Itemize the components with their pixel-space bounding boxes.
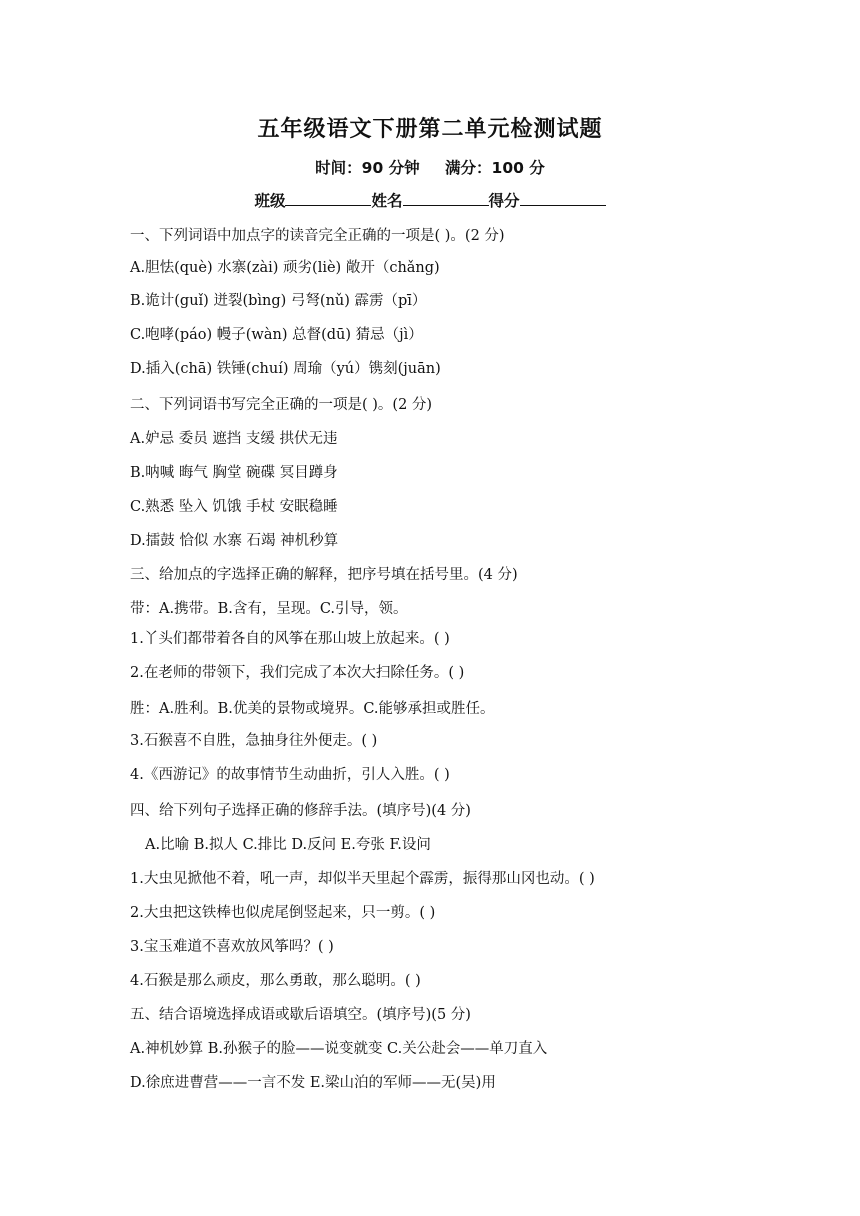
q3-item-1: 1.丫头们都带着各自的风筝在那山坡上放起来。( ) <box>130 631 450 647</box>
name-blank[interactable] <box>403 191 489 206</box>
q5-options-row-2: D.徐庶进曹营——一言不发 E.梁山泊的军师——无(吴)用 <box>130 1075 496 1091</box>
q1-option-c: C.咆哮(páo) 幔子(wàn) 总督(dū) 猜忌（jì） <box>130 327 423 343</box>
q4-heading: 四、给下列句子选择正确的修辞手法。(填序号)(4 分) <box>130 803 471 819</box>
page-title: 五年级语文下册第二单元检测试题 <box>257 117 603 142</box>
q3-heading: 三、给加点的字选择正确的解释，把序号填在括号里。(4 分) <box>130 567 518 583</box>
q4-item-3: 3.宝玉难道不喜欢放风筝吗？( ) <box>130 939 334 955</box>
q1-option-b: B.诡计(guǐ) 迸裂(bìng) 弓弩(nǔ) 霹雳（pī） <box>130 293 427 309</box>
class-blank[interactable] <box>285 191 371 206</box>
q5-heading: 五、结合语境选择成语或歇后语填空。(填序号)(5 分) <box>130 1007 471 1023</box>
q3-definition-sheng: 胜：A.胜利。B.优美的景物或境界。C.能够承担或胜任。 <box>130 701 495 717</box>
q2-option-b: B.呐喊 晦气 胸堂 碗碟 冥目蹲身 <box>130 465 338 481</box>
q4-options: A.比喻 B.拟人 C.排比 D.反问 E.夸张 F.设问 <box>145 837 431 853</box>
q4-item-1: 1.大虫见掀他不着，吼一声，却似半天里起个霹雳，振得那山冈也动。( ) <box>130 871 595 887</box>
q3-item-3: 3.石猴喜不自胜，急抽身往外便走。( ) <box>130 733 378 749</box>
q1-option-d: D.插入(chā) 铁锤(chuí) 周瑜（yú）镌刻(juān) <box>130 361 441 377</box>
q2-heading: 二、下列词语书写完全正确的一项是( )。(2 分) <box>130 397 433 413</box>
q4-item-4: 4.石猴是那么顽皮，那么勇敢，那么聪明。( ) <box>130 973 421 989</box>
class-label: 班级 <box>254 192 286 210</box>
full-score: 满分：100 分 <box>445 159 545 177</box>
q5-options-row-1: A.神机妙算 B.孙猴子的脸——说变就变 C.关公赴会——单刀直入 <box>130 1041 548 1057</box>
time-limit: 时间：90 分钟 <box>315 159 420 177</box>
student-info <box>0 189 860 211</box>
exam-meta <box>0 156 860 178</box>
q3-item-4: 4.《西游记》的故事情节生动曲折，引人入胜。( ) <box>130 767 450 783</box>
q3-item-2: 2.在老师的带领下，我们完成了本次大扫除任务。( ) <box>130 665 465 681</box>
q2-option-d: D.擂鼓 恰似 水寨 石竭 神机秒算 <box>130 533 339 549</box>
q2-option-a: A.妒忌 委员 遮挡 支缓 拱伏无违 <box>130 431 338 447</box>
score-label: 得分 <box>488 192 520 210</box>
q4-item-2: 2.大虫把这铁棒也似虎尾倒竖起来，只一剪。( ) <box>130 905 436 921</box>
q1-option-a: A.胆怯(què) 水寨(zài) 顽劣(liè) 敞开（chǎng) <box>130 260 440 276</box>
q1-heading: 一、下列词语中加点字的读音完全正确的一项是( )。(2 分) <box>130 228 505 244</box>
q2-option-c: C.熟悉 坠入 饥饿 手杖 安眠稳睡 <box>130 499 338 515</box>
q3-definition-dai: 带：A.携带。B.含有，呈现。C.引导，领。 <box>130 601 408 617</box>
name-label: 姓名 <box>371 192 403 210</box>
score-blank[interactable] <box>520 191 606 206</box>
